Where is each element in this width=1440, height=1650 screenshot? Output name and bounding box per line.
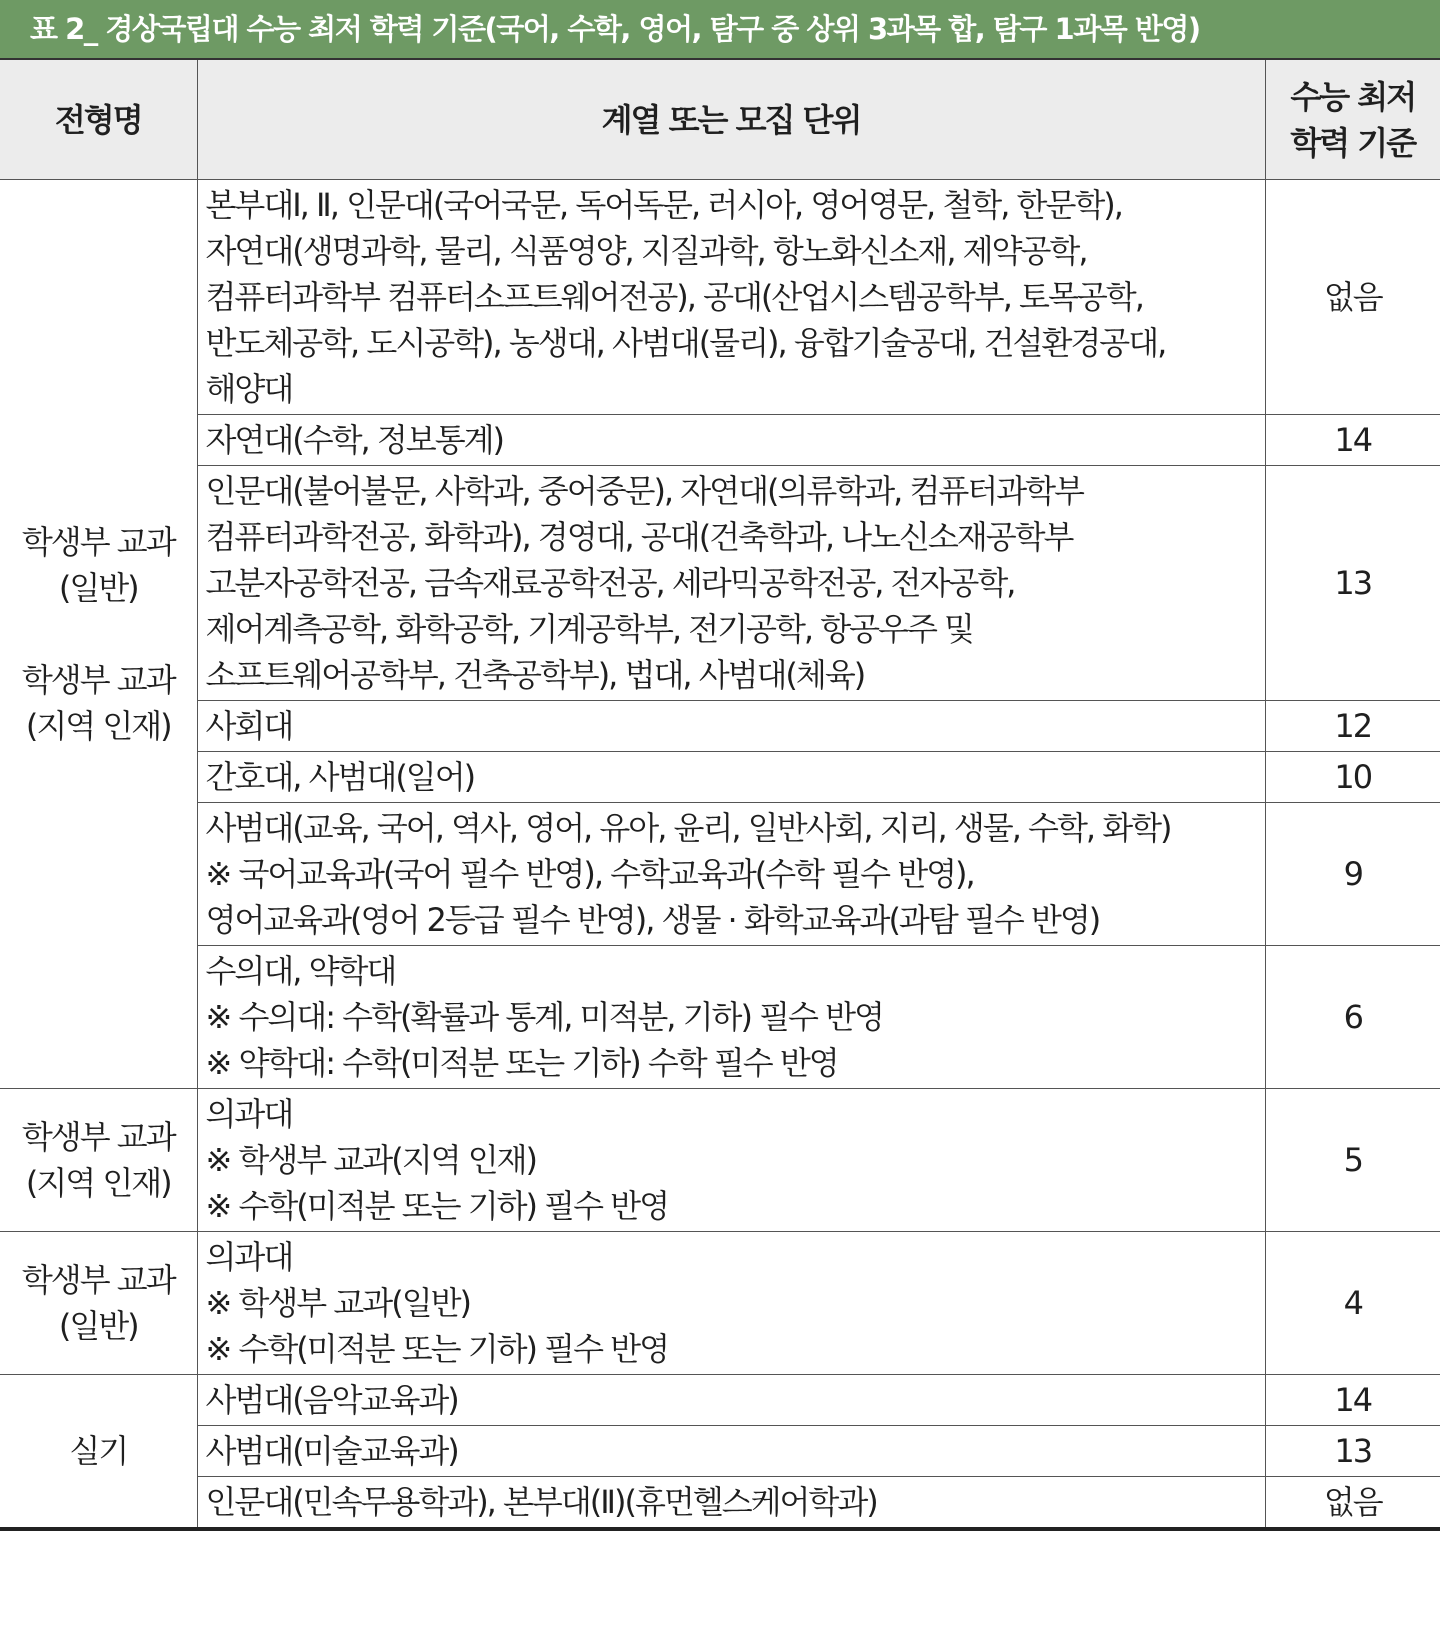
unit-line: ※ 수학(미적분 또는 기하) 필수 반영 — [205, 1330, 668, 1368]
header-standard-line: 학력 기준 — [1290, 123, 1416, 162]
unit-line: 해양대 — [205, 370, 293, 408]
table-row — [0, 1375, 1440, 1426]
criteria-table — [0, 58, 1440, 1531]
unit-cell — [197, 701, 1265, 752]
standard-cell: 14 — [1265, 415, 1440, 466]
unit-line: 제어계측공학, 화학공학, 기계공학부, 전기공학, 항공우주 및 — [205, 610, 973, 648]
unit-line: 사회대 — [205, 707, 293, 745]
admission-type-line: 학생부 교과 — [21, 1118, 175, 1156]
admission-type-cell — [0, 1089, 197, 1232]
unit-cell — [197, 415, 1265, 466]
table-row — [0, 803, 1440, 946]
unit-line: 인문대(민속무용학과), 본부대(Ⅱ)(휴먼헬스케어학과) — [205, 1483, 877, 1521]
unit-cell — [197, 803, 1265, 946]
standard-cell: 13 — [1265, 466, 1440, 701]
unit-line: 의과대 — [205, 1095, 293, 1133]
unit-line: 본부대Ⅰ, Ⅱ, 인문대(국어국문, 독어독문, 러시아, 영어영문, 철학, 한문학), — [205, 186, 1122, 224]
unit-cell — [197, 180, 1265, 415]
header-type: 전형명 — [0, 59, 197, 180]
header-row — [0, 59, 1440, 180]
unit-line: 컴퓨터과학전공, 화학과), 경영대, 공대(건축학과, 나노신소재공학부 — [205, 518, 1073, 556]
table-row — [0, 466, 1440, 701]
unit-line: 사범대(교육, 국어, 역사, 영어, 유아, 윤리, 일반사회, 지리, 생물, 수학, 화학) — [205, 809, 1171, 847]
admission-type-cell — [0, 1232, 197, 1375]
unit-line: ※ 학생부 교과(지역 인재) — [205, 1141, 537, 1179]
unit-line: ※ 약학대: 수학(미적분 또는 기하) 수학 필수 반영 — [205, 1044, 838, 1082]
unit-cell — [197, 1375, 1265, 1426]
unit-line: 자연대(생명과학, 물리, 식품영양, 지질과학, 항노화신소재, 제약공학, — [205, 232, 1087, 270]
table-title: 표 2_ 경상국립대 수능 최저 학력 기준(국어, 수학, 영어, 탐구 중 상위 3과목 합, 탐구 1과목 반영) — [0, 0, 1440, 58]
table-row — [0, 1426, 1440, 1477]
admission-type-line: 학생부 교과 — [21, 1261, 175, 1299]
standard-cell: 12 — [1265, 701, 1440, 752]
admission-type-line: 학생부 교과 — [21, 523, 175, 561]
standard-cell: 10 — [1265, 752, 1440, 803]
admission-type-line: (일반) — [58, 1307, 138, 1345]
unit-line: 간호대, 사범대(일어) — [205, 758, 475, 796]
table-row — [0, 180, 1440, 415]
unit-line: ※ 국어교육과(국어 필수 반영), 수학교육과(수학 필수 반영), — [205, 855, 974, 893]
unit-line: 영어교육과(영어 2등급 필수 반영), 생물 · 화학교육과(과탐 필수 반영) — [205, 901, 1100, 939]
unit-line: 인문대(불어불문, 사학과, 중어중문), 자연대(의류학과, 컴퓨터과학부 — [205, 472, 1083, 510]
unit-line: ※ 수학(미적분 또는 기하) 필수 반영 — [205, 1187, 668, 1225]
header-standard-line: 수능 최저 — [1290, 77, 1416, 116]
standard-cell: 없음 — [1265, 1477, 1440, 1530]
unit-cell — [197, 1477, 1265, 1530]
unit-line: 자연대(수학, 정보통계) — [205, 421, 504, 459]
unit-line: 반도체공학, 도시공학), 농생대, 사범대(물리), 융합기술공대, 건설환경공대, — [205, 324, 1166, 362]
standard-cell: 14 — [1265, 1375, 1440, 1426]
table-row — [0, 752, 1440, 803]
standard-cell: 4 — [1265, 1232, 1440, 1375]
unit-line: 의과대 — [205, 1238, 293, 1276]
header-unit: 계열 또는 모집 단위 — [197, 59, 1265, 180]
standard-cell: 6 — [1265, 946, 1440, 1089]
unit-line: 소프트웨어공학부, 건축공학부), 법대, 사범대(체육) — [205, 656, 865, 694]
unit-cell — [197, 466, 1265, 701]
admission-type-line: (지역 인재) — [25, 1164, 171, 1202]
unit-cell — [197, 1232, 1265, 1375]
unit-line: ※ 학생부 교과(일반) — [205, 1284, 471, 1322]
table-row — [0, 1089, 1440, 1232]
standard-cell: 9 — [1265, 803, 1440, 946]
unit-line: 수의대, 약학대 — [205, 952, 396, 990]
unit-line: 컴퓨터과학부 컴퓨터소프트웨어전공), 공대(산업시스템공학부, 토목공학, — [205, 278, 1143, 316]
table-row — [0, 946, 1440, 1089]
unit-cell — [197, 1089, 1265, 1232]
unit-cell — [197, 752, 1265, 803]
unit-cell — [197, 946, 1265, 1089]
table-row — [0, 1232, 1440, 1375]
unit-line: 사범대(음악교육과) — [205, 1381, 458, 1419]
admission-type-line: 실기 — [69, 1432, 128, 1470]
unit-line: 고분자공학전공, 금속재료공학전공, 세라믹공학전공, 전자공학, — [205, 564, 1015, 602]
admission-type-line: 학생부 교과 — [21, 661, 175, 699]
table-row — [0, 1477, 1440, 1530]
admission-type-line: (일반) — [58, 569, 138, 607]
table-row — [0, 415, 1440, 466]
standard-cell: 5 — [1265, 1089, 1440, 1232]
unit-cell — [197, 1426, 1265, 1477]
unit-line: ※ 수의대: 수학(확률과 통계, 미적분, 기하) 필수 반영 — [205, 998, 883, 1036]
header-standard — [1265, 59, 1440, 180]
standard-cell: 없음 — [1265, 180, 1440, 415]
admission-type-cell — [0, 180, 197, 1089]
unit-line: 사범대(미술교육과) — [205, 1432, 458, 1470]
admission-type-line: (지역 인재) — [25, 707, 171, 745]
standard-cell: 13 — [1265, 1426, 1440, 1477]
admission-type-cell — [0, 1375, 197, 1530]
table-row — [0, 701, 1440, 752]
